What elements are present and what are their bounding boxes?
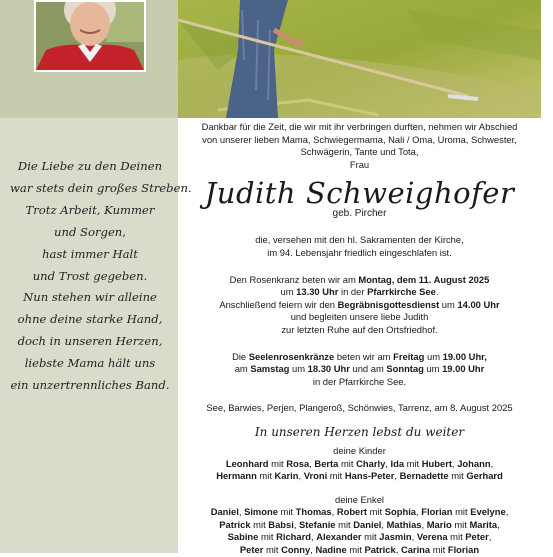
name: Babsi: [268, 518, 294, 530]
name: Florian: [421, 506, 453, 518]
sep: mit: [361, 531, 380, 543]
name: Carina: [400, 544, 431, 556]
sep: mit: [268, 457, 287, 469]
intro-line: Schwägerin, Tante und Tota,: [300, 146, 419, 158]
sep: ,: [385, 457, 391, 469]
sep: mit: [258, 531, 277, 543]
name: Rosa: [286, 457, 310, 469]
grandchildren-line: [178, 544, 541, 557]
poem-line: liebste Mama hält uns: [24, 356, 156, 371]
text: um: [280, 286, 297, 298]
time: 18.30 Uhr: [307, 363, 350, 375]
soul-rosary-info: [178, 351, 541, 389]
name: Evelyne: [470, 506, 506, 518]
funeral-service: Begräbnisgottesdienst: [337, 298, 440, 310]
sep: ,: [381, 518, 387, 530]
name: Daniel: [210, 506, 239, 518]
sep: mit: [263, 544, 282, 556]
text: Die: [232, 350, 249, 362]
poem-line: ohne deine starke Hand,: [17, 312, 163, 327]
grandchildren-line: [178, 531, 541, 544]
name: Patrick: [364, 544, 396, 556]
intro-line: von unserer lieben Mama, Schwiegermama, Nali / Oma, Uroma, Schwester,: [202, 133, 517, 145]
name: Hermann: [216, 470, 257, 482]
text: um: [289, 363, 308, 375]
time: 13.30 Uhr: [296, 286, 339, 298]
sep: mit: [256, 470, 275, 482]
name: Jasmin: [379, 531, 412, 543]
sep: ,: [452, 457, 458, 469]
sep: ,: [416, 506, 422, 518]
sep: ,: [310, 544, 316, 556]
poem-line: Nun stehen wir alleine: [23, 290, 157, 305]
mourners-heading: In unseren Herzen lebst du weiter: [254, 424, 465, 439]
sep: mit: [250, 518, 269, 530]
name: Karin: [274, 470, 299, 482]
sep: mit: [346, 544, 365, 556]
date: Montag, dem 11. August 2025: [358, 273, 490, 285]
rosary-line: [178, 299, 541, 312]
name: Robert: [336, 506, 368, 518]
name: Verena: [416, 531, 448, 543]
name: Florian: [447, 544, 480, 556]
poem: [10, 156, 192, 397]
sep: mit: [447, 531, 466, 543]
name: Gerhard: [466, 470, 503, 482]
name: Peter: [239, 544, 264, 556]
grandchildren-line: [178, 519, 541, 532]
sep: mit: [367, 506, 385, 518]
rosary-line: zur letzten Ruhe auf den Ortsfriedhof.: [281, 323, 438, 335]
name: Nadine: [315, 544, 347, 556]
day: Samstag: [250, 363, 290, 375]
name: Richard: [276, 531, 311, 543]
grandchildren-list: [178, 506, 541, 556]
intro: [178, 121, 541, 171]
sep: ,: [238, 506, 245, 518]
name: Sabine: [227, 531, 259, 543]
poem-line: und Trost gegeben.: [32, 268, 148, 283]
poem-line: doch in unseren Herzen,: [17, 334, 163, 349]
term: Seelenrosenkränze: [248, 350, 335, 362]
sep: ,: [421, 518, 427, 530]
soul-rosary-line: [178, 351, 541, 364]
text: Anschließend feiern wir den: [219, 298, 338, 310]
sep: mit: [327, 470, 345, 482]
sep: mit: [448, 470, 467, 482]
poem-line: ein unzertrennliches Band.: [10, 378, 170, 393]
text: in der: [338, 286, 368, 298]
death-info: [178, 234, 541, 259]
name: Sophia: [384, 506, 417, 518]
sep: ,: [488, 531, 492, 543]
name: Simone: [244, 506, 278, 518]
name: Daniel: [353, 518, 382, 530]
sep: mit: [452, 506, 471, 518]
sep: ,: [331, 506, 337, 518]
text: um: [423, 363, 443, 375]
name: Mathias: [386, 518, 422, 530]
name: Berta: [314, 457, 339, 469]
name: Thomas: [295, 506, 332, 518]
sep: ,: [497, 518, 500, 530]
poem-line: hast immer Halt: [42, 246, 138, 261]
sep: mit: [451, 518, 470, 530]
day: Sonntag: [386, 363, 424, 375]
rosary-line: [178, 286, 541, 299]
name: Marita: [469, 518, 498, 530]
intro-line: Frau: [349, 158, 370, 170]
children-line: [178, 458, 541, 471]
sep: mit: [404, 457, 422, 469]
text: am: [234, 363, 251, 375]
intro-line: Dankbar für die Zeit, die wir mit ihr verbringen durften, nehmen wir Abschied: [201, 121, 518, 132]
name: Patrick: [219, 518, 251, 530]
name: Mario: [426, 518, 452, 530]
name: Alexander: [316, 531, 362, 543]
text: um: [424, 350, 443, 362]
sep: ,: [394, 470, 400, 482]
text: beten wir am: [334, 350, 394, 362]
death-info-line: die, versehen mit den hl. Sakramenten der Kirche,: [255, 234, 464, 246]
sep: ,: [490, 457, 494, 469]
children-title: deine Kinder: [333, 444, 386, 456]
text: um: [439, 298, 458, 310]
rosary-info: [178, 274, 541, 337]
soul-rosary-line: [178, 363, 541, 376]
notice-text: [178, 118, 541, 557]
name: Hans-Peter: [344, 470, 395, 482]
rosary-line: und begleiten unsere liebe Judith: [290, 311, 429, 323]
soul-rosary-line: in der Pfarrkirche See.: [312, 375, 407, 387]
sep: ,: [293, 518, 300, 530]
maiden-name: geb. Pircher: [332, 208, 387, 220]
name: Stefanie: [299, 518, 336, 530]
sep: ,: [505, 506, 509, 518]
poem-line: und Sorgen,: [54, 224, 126, 239]
name: Johann: [457, 457, 491, 469]
sep: ,: [309, 457, 315, 469]
name: Leonhard: [225, 457, 269, 469]
meadow-photo: [178, 0, 541, 118]
sep: mit: [277, 506, 296, 518]
name: Peter: [465, 531, 489, 543]
time: 19.00 Uhr: [442, 363, 485, 375]
day: Freitag: [393, 350, 425, 362]
sep: mit: [338, 457, 357, 469]
deceased-name: Judith Schweighofer: [204, 176, 515, 211]
sep: ,: [411, 531, 417, 543]
right-margin: [541, 0, 553, 553]
poem-line: Trotz Arbeit, Kummer: [25, 202, 155, 217]
poem-line: war stets dein großes Streben.: [10, 180, 192, 195]
name: Conny: [281, 544, 311, 556]
text: .: [435, 286, 439, 298]
children-list: [178, 458, 541, 483]
name: Bernadette: [399, 470, 449, 482]
grandchildren-line: [178, 506, 541, 519]
sep: mit: [335, 518, 354, 530]
name: Vroni: [303, 470, 328, 482]
time: 14.00 Uhr: [457, 298, 500, 310]
text: und am: [349, 363, 387, 375]
poem-line: Die Liebe zu den Deinen: [17, 159, 163, 173]
portrait-photo: [34, 0, 146, 72]
death-info-line: im 94. Lebensjahr friedlich eingeschlafen ist.: [267, 246, 452, 258]
name: Hubert: [421, 457, 452, 469]
places-date: See, Barwies, Perjen, Plangeroß, Schönwies, Tarrenz, am 8. August 2025: [206, 402, 513, 414]
text: Den Rosenkranz beten wir am: [229, 273, 359, 285]
sep: ,: [311, 531, 317, 543]
sep: ,: [298, 470, 304, 482]
children-line: [178, 470, 541, 483]
sep: ,: [395, 544, 401, 556]
grandchildren-title: deine Enkel: [335, 493, 384, 505]
name: Charly: [356, 457, 386, 469]
name: Ida: [390, 457, 405, 469]
rosary-line: [178, 274, 541, 287]
time: 19.00 Uhr,: [442, 350, 487, 362]
church: Pfarrkirche See: [367, 286, 436, 298]
sep: mit: [430, 544, 448, 556]
